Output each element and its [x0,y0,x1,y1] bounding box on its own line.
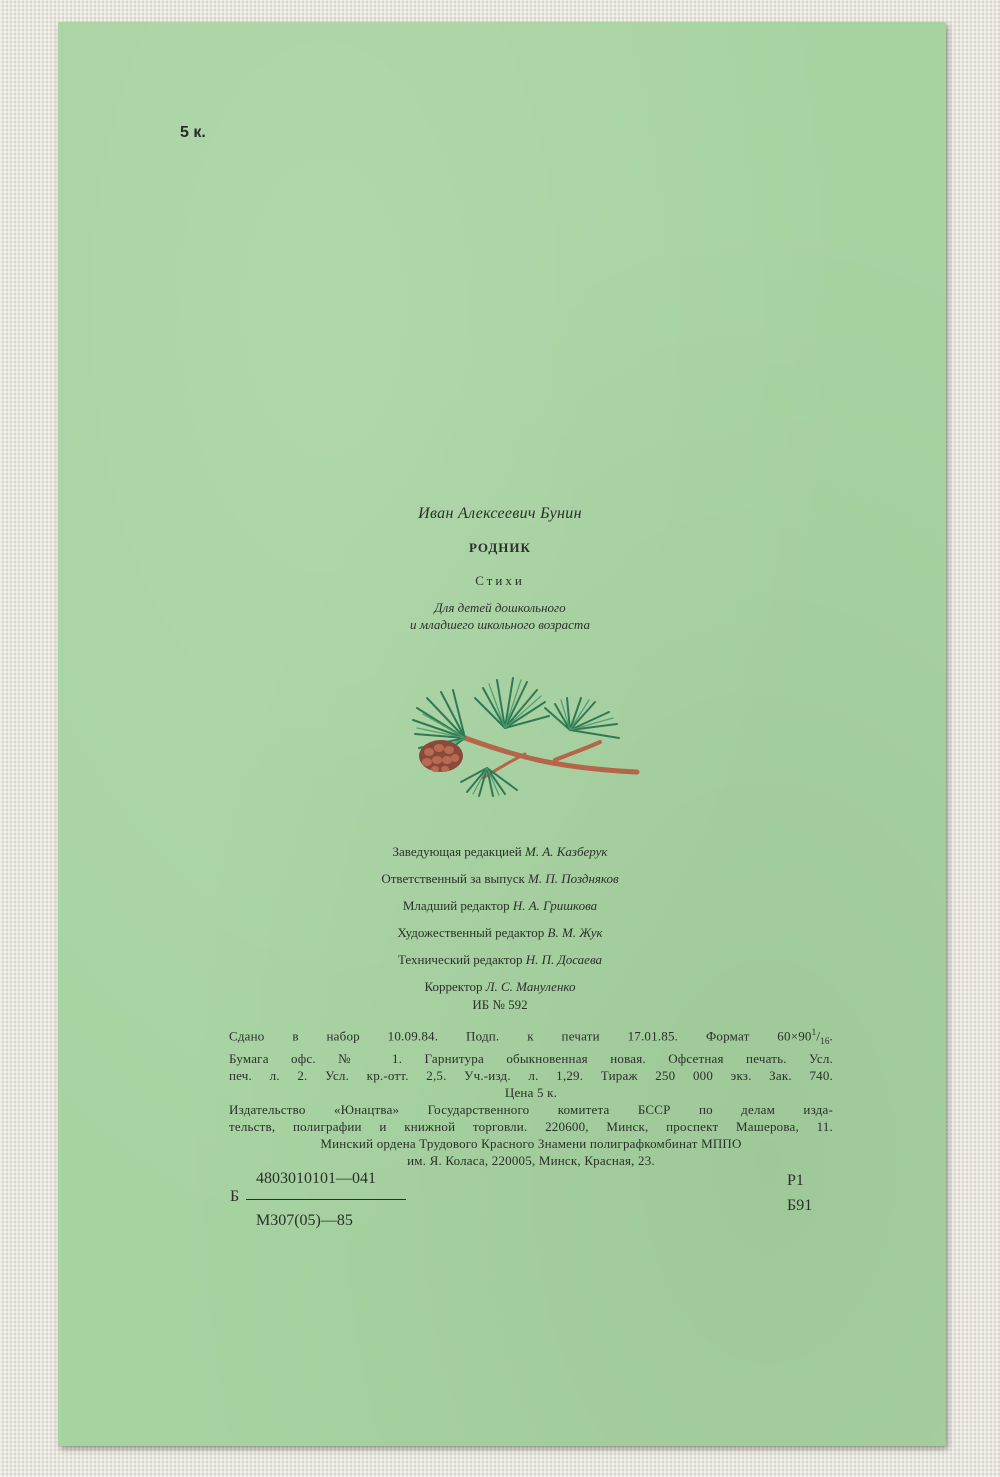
credits-list [200,843,800,1005]
imprint-line: Издательство «Юнацтва» Государственного комитета БССР по делам изда- [229,1101,833,1117]
book-title: РОДНИК [469,540,531,555]
audience-line-2: и младшего школьного возраста [410,617,590,632]
ib-number: ИБ № 592 [472,997,528,1012]
bbk-denominator: М307(05)—85 [256,1212,353,1229]
imprint-line: им. Я. Коласа, 220005, Минск, Красная, 23. [407,1152,655,1168]
imprint-line: Бумага офс. № 1. Гарнитура обыкновенная новая. Офсетная печать. Усл. [229,1050,833,1066]
class-code-2: Б91 [787,1197,813,1214]
book-genre: Стихи [475,573,525,588]
author-name: Иван Алексеевич Бунин [418,505,582,522]
bbk-letter: Б [230,1188,240,1205]
pine-cone-icon [419,740,463,772]
imprint-line: Сдано в набор 10.09.84. Подп. к печати 17.01.85. Формат $60\times 90^1/_{16}$. [229,1027,833,1046]
imprint-line: тельств, полиграфии и книжной торговли. 220600, Минск, проспект Машерова, 11. [229,1118,833,1134]
price-label: 5 к. [180,124,206,141]
credit-row: Корректор Л. С. Мануленко [424,979,576,994]
imprint-line: Минский ордена Трудового Красного Знамени полиграфкомбинат МППО [320,1135,742,1151]
imprint-line: печ. л. 2. Усл. кр.-отт. 2,5. Уч.-изд. л. 1,29. Тираж 250 000 экз. Зак. 740. [229,1067,833,1083]
credit-row: Ответственный за выпуск М. П. Поздняков [381,871,619,886]
bbk-numerator: 4803010101—041 [256,1170,376,1187]
credit-row: Заведующая редакцией М. А. Казберук [392,844,608,859]
imprint-line: Цена 5 к. [504,1084,558,1100]
fraction-line [246,1199,406,1200]
credit-row: Художественный редактор В. М. Жук [397,925,603,940]
credit-row: Младший редактор Н. А. Гришкова [402,898,598,913]
audience-note [0,599,1000,633]
class-code-1: Р1 [787,1172,804,1189]
credit-row: Технический редактор Н. П. Досаева [397,952,603,967]
pine-branch-illustration [405,668,645,798]
imprint-block [229,1024,833,1169]
audience-line-1: Для детей дошкольного [434,600,566,615]
